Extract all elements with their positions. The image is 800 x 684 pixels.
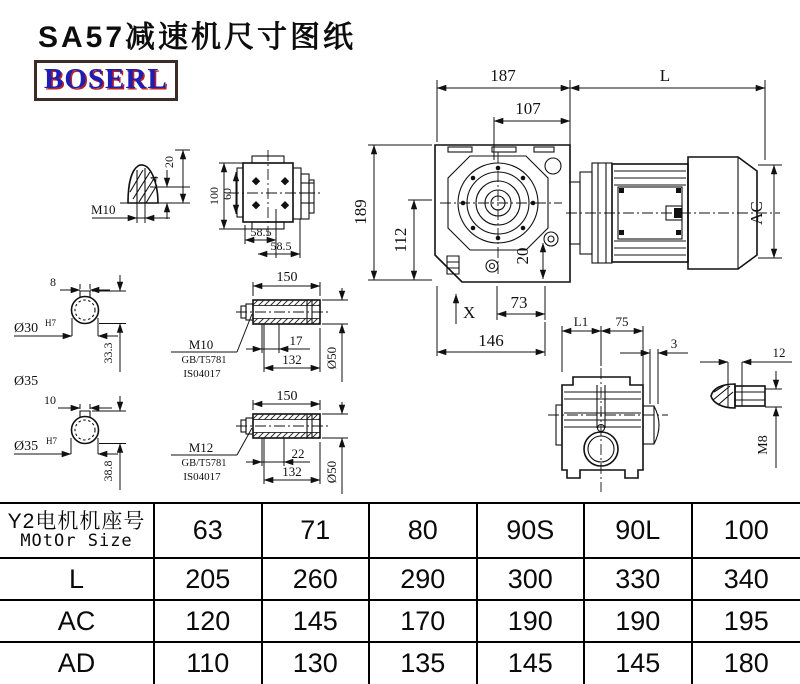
label-dia35-ref: Ø35 <box>14 374 39 389</box>
rear-view <box>548 314 688 492</box>
dim-73: 73 <box>510 293 528 312</box>
page-title: SA57减速机尺寸图纸 <box>38 21 357 54</box>
dim-20-bolt: 20 <box>162 156 176 168</box>
cell-AD-100: 180 <box>693 643 800 684</box>
cell-AC-90S: 190 <box>478 601 586 643</box>
dim-17: 17 <box>289 333 303 348</box>
shaft1-view <box>171 270 348 382</box>
dim-4: 4 <box>147 176 161 182</box>
label-std2-s1: IS04017 <box>183 368 221 380</box>
dim-dia50-s2: Ø50 <box>324 460 339 484</box>
dim-L: L <box>659 66 671 85</box>
label-std1-s2: GB/T5781 <box>181 458 227 469</box>
cell-L-90L: 330 <box>585 559 693 601</box>
rear-fins <box>564 392 641 427</box>
table-header-en: MOtOr Size <box>20 530 133 551</box>
main-view <box>351 66 782 356</box>
cell-L-100: 340 <box>693 559 800 601</box>
dim-dia50-s1: Ø50 <box>324 346 339 370</box>
cell-AC-100: 195 <box>693 601 800 643</box>
bore35-view <box>14 393 126 490</box>
cell-AC-90L: 190 <box>585 601 693 643</box>
dim-585b: 58.5 <box>270 239 292 253</box>
label-std2-s2: IS04017 <box>183 471 221 483</box>
cell-AC-80: 170 <box>370 601 478 643</box>
dim-189: 189 <box>351 199 370 225</box>
label-dia35: Ø35 <box>14 439 39 454</box>
dim-20-main: 20 <box>513 247 532 265</box>
dim-3: 3 <box>670 336 678 351</box>
col-header: 90S <box>478 504 586 559</box>
dim-132-s2: 132 <box>282 464 302 479</box>
label-m10-bolt: M10 <box>91 202 116 217</box>
dim-388: 38.8 <box>101 460 115 482</box>
flange-top-view <box>207 150 322 258</box>
table-header-cn: Y2电机机座号 <box>7 509 146 533</box>
cell-AC-71: 145 <box>263 601 371 643</box>
dim-333: 33.3 <box>101 342 115 364</box>
cell-AD-71: 130 <box>263 643 371 684</box>
label-m10-shaft: M10 <box>188 337 214 352</box>
row-label-L: L <box>0 559 155 601</box>
cell-L-80: 290 <box>370 559 478 601</box>
dim-187: 187 <box>490 66 516 85</box>
side-bolt-view <box>700 345 792 468</box>
dim-107: 107 <box>515 99 541 118</box>
cell-AD-90L: 145 <box>585 643 693 684</box>
dim-132-s1: 132 <box>282 352 302 367</box>
cell-L-63: 205 <box>155 559 263 601</box>
col-header: 63 <box>155 504 263 559</box>
dim-150-s2: 150 <box>276 389 298 404</box>
dim-8: 8 <box>50 275 56 289</box>
logo-text: BOSERL <box>44 63 168 95</box>
col-header: 100 <box>693 504 800 559</box>
logo-badge <box>34 60 178 101</box>
label-dia30-tol: H7 <box>45 318 56 328</box>
label-m8: M8 <box>756 435 771 455</box>
dim-112: 112 <box>391 227 410 253</box>
dim-10: 10 <box>44 393 56 407</box>
bore30-view <box>14 275 126 372</box>
dim-12: 12 <box>772 345 786 360</box>
col-header: 80 <box>370 504 478 559</box>
dim-75: 75 <box>615 314 629 329</box>
dim-150-s1: 150 <box>276 270 298 285</box>
row-label-AC: AC <box>0 601 155 643</box>
cell-AD-80: 135 <box>370 643 478 684</box>
top-bolt-view <box>91 150 190 223</box>
dim-146: 146 <box>478 331 504 350</box>
dim-60: 60 <box>220 188 234 200</box>
label-m12-shaft: M12 <box>188 440 214 455</box>
col-header: 71 <box>263 504 371 559</box>
shaft2-view <box>171 389 348 494</box>
label-std1-s1: GB/T5781 <box>181 355 227 366</box>
dim-585a: 58.5 <box>250 225 272 239</box>
cell-AD-90S: 145 <box>478 643 586 684</box>
motor-size-table <box>0 502 800 684</box>
dim-AC: AC <box>747 201 766 225</box>
cell-L-90S: 300 <box>478 559 586 601</box>
dim-22: 22 <box>291 446 305 461</box>
col-header: 90L <box>585 504 693 559</box>
dim-L1: L1 <box>573 314 589 329</box>
label-dia30: Ø30 <box>14 321 39 336</box>
row-label-AD: AD <box>0 643 155 684</box>
dim-100: 100 <box>207 187 221 205</box>
cell-AD-63: 110 <box>155 643 263 684</box>
dim-X: X <box>463 303 476 322</box>
label-dia35-tol: H7 <box>46 436 57 446</box>
cell-L-71: 260 <box>263 559 371 601</box>
table-header-motor-size <box>0 504 155 559</box>
cell-AC-63: 120 <box>155 601 263 643</box>
